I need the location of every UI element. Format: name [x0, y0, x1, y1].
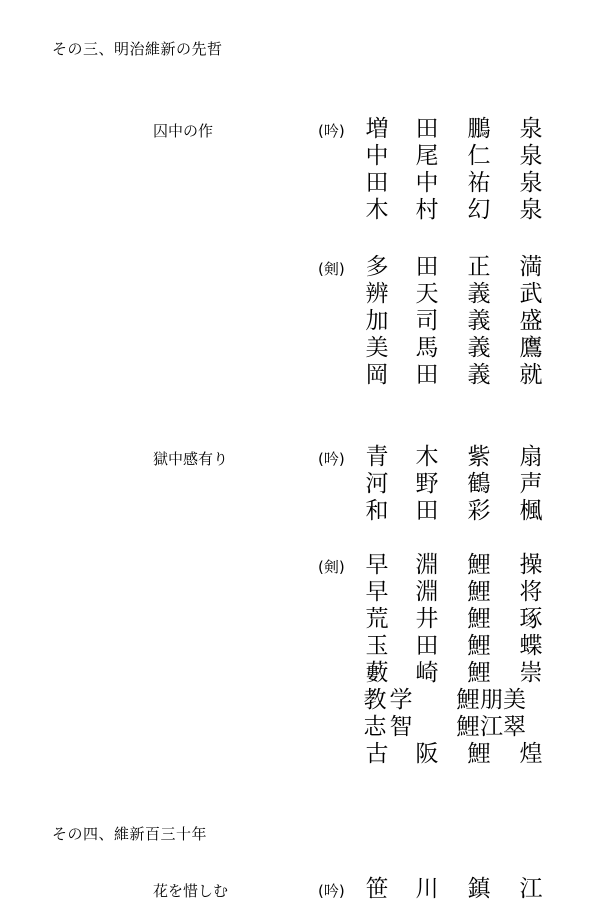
name-char: 鯉: [467, 579, 491, 605]
name-char: 操: [519, 552, 543, 578]
name-char: 木: [365, 197, 389, 223]
performer-name: [358, 741, 554, 767]
name-char: 志: [363, 714, 387, 740]
name-char: 笹: [365, 876, 389, 902]
name-char: 田: [415, 254, 439, 280]
performer-name: [358, 335, 554, 361]
name-char: 武: [519, 281, 543, 307]
name-char: 辨: [365, 281, 389, 307]
name-char: 煌: [519, 741, 543, 767]
performer-name: [358, 876, 554, 902]
name-char: 義: [467, 308, 491, 334]
name-char: 司: [415, 308, 439, 334]
name-char: 岡: [365, 362, 389, 388]
performer-name: [358, 254, 554, 280]
name-char: 淵: [415, 579, 439, 605]
section-heading-4: その四、維新百三十年: [52, 825, 208, 843]
name-char: 泉: [519, 170, 543, 196]
name-char: 河: [365, 471, 389, 497]
name-char: 将: [519, 579, 543, 605]
performer-name: [358, 579, 554, 605]
name-char: 学: [389, 687, 413, 713]
role-gin: (吟): [318, 450, 345, 468]
name-char: 田: [415, 633, 439, 659]
name-char: 天: [415, 281, 439, 307]
name-char: 美: [365, 335, 389, 361]
performer-name: [358, 308, 554, 334]
name-char: 田: [415, 116, 439, 142]
name-char: 鯉: [467, 552, 491, 578]
name-char: 教: [363, 687, 387, 713]
name-char: 紫: [467, 444, 491, 470]
name-char: 満: [519, 254, 543, 280]
name-char: 玉: [365, 633, 389, 659]
name-char: 江: [519, 876, 543, 902]
name-char: 早: [365, 552, 389, 578]
name-char: 鎮: [467, 876, 491, 902]
name-char: 木: [415, 444, 439, 470]
name-char: 蝶: [519, 633, 543, 659]
name-char: 鯉: [467, 741, 491, 767]
name-char: 泉: [519, 116, 543, 142]
name-char: 楓: [519, 498, 543, 524]
piece-title: 花を惜しむ: [153, 882, 229, 900]
role-gin: (吟): [318, 122, 345, 140]
name-char: 琢: [519, 606, 543, 632]
performer-name: [358, 552, 554, 578]
name-char: 鯉: [456, 687, 480, 713]
name-char: 川: [415, 876, 439, 902]
name-char: 泉: [519, 143, 543, 169]
name-char: 古: [365, 741, 389, 767]
name-char: 田: [365, 170, 389, 196]
name-char: 義: [467, 335, 491, 361]
name-char: 馬: [415, 335, 439, 361]
name-char: 彩: [467, 498, 491, 524]
name-char: 青: [365, 444, 389, 470]
name-char: 田: [415, 362, 439, 388]
performer-name: [358, 471, 554, 497]
piece-title: 囚中の作: [153, 122, 214, 140]
name-char: 和: [365, 498, 389, 524]
name-char: 尾: [415, 143, 439, 169]
name-char: 鯉: [467, 606, 491, 632]
name-char: 朋美: [480, 687, 526, 713]
name-char: 中: [415, 170, 439, 196]
name-char: 鵬: [467, 116, 491, 142]
name-char: 阪: [415, 741, 439, 767]
section-heading-3: その三、明治維新の先哲: [52, 40, 223, 58]
role-ken: (剣): [318, 260, 345, 278]
performer-name: [358, 362, 554, 388]
name-char: 鯉: [467, 660, 491, 686]
performer-name: [358, 444, 554, 470]
name-char: 田: [415, 498, 439, 524]
performer-name: [358, 116, 554, 142]
name-char: 中: [365, 143, 389, 169]
performer-name: [358, 714, 554, 740]
name-char: 江翠: [480, 714, 526, 740]
name-char: 崎: [415, 660, 439, 686]
name-char: 盛: [519, 308, 543, 334]
name-char: 村: [415, 197, 439, 223]
name-char: 井: [415, 606, 439, 632]
performer-name: [358, 633, 554, 659]
name-char: 義: [467, 362, 491, 388]
name-char: 崇: [519, 660, 543, 686]
name-char: 扇: [519, 444, 543, 470]
name-char: 声: [519, 471, 543, 497]
name-char: 義: [467, 281, 491, 307]
performer-name: [358, 170, 554, 196]
name-char: 荒: [365, 606, 389, 632]
name-char: 早: [365, 579, 389, 605]
name-char: 加: [365, 308, 389, 334]
name-char: 増: [365, 116, 389, 142]
name-char: 淵: [415, 552, 439, 578]
name-char: 鷹: [519, 335, 543, 361]
performer-name: [358, 281, 554, 307]
performer-name: [358, 498, 554, 524]
performer-name: [358, 143, 554, 169]
name-char: 多: [365, 254, 389, 280]
name-char: 就: [519, 362, 543, 388]
performer-name: [358, 606, 554, 632]
name-char: 正: [467, 254, 491, 280]
performer-name: [358, 687, 554, 713]
name-char: 仁: [467, 143, 491, 169]
name-char: 藪: [365, 660, 389, 686]
name-char: 野: [415, 471, 439, 497]
performer-name: [358, 197, 554, 223]
name-char: 祐: [467, 170, 491, 196]
piece-title: 獄中感有り: [153, 450, 229, 468]
name-char: 鯉: [456, 714, 480, 740]
name-char: 智: [389, 714, 413, 740]
role-ken: (剣): [318, 558, 345, 576]
name-char: 鯉: [467, 633, 491, 659]
performer-name: [358, 660, 554, 686]
name-char: 鶴: [467, 471, 491, 497]
name-char: 幻: [467, 197, 491, 223]
role-gin: (吟): [318, 882, 345, 900]
name-char: 泉: [519, 197, 543, 223]
